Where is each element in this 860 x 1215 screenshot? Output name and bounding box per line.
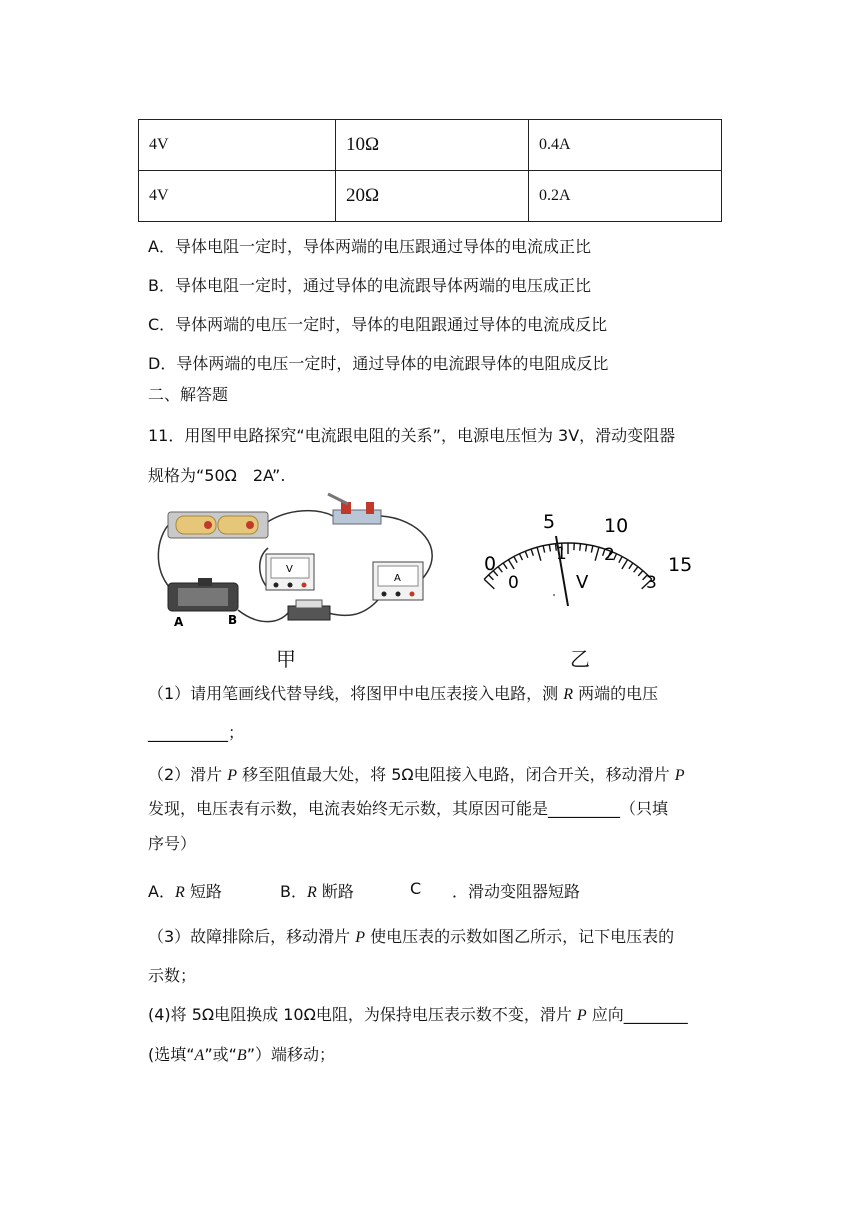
dial-tick (503, 563, 507, 569)
dial-tick (634, 567, 638, 573)
part3-line2: 示数； (148, 966, 197, 985)
part4-line2 (148, 1042, 335, 1065)
outer-scale-label: 10 (604, 515, 629, 537)
figure-caption-yi: 乙 (570, 647, 590, 671)
text: 移至阻值最大处，将 5Ω电阻接入电路，闭合开关，移动滑片 (237, 765, 675, 784)
inner-scale-label: 1 (556, 544, 567, 564)
dial-tick (595, 547, 599, 560)
outer-scale-label: 0 (484, 553, 497, 575)
variable-p: P (576, 1007, 587, 1024)
battery-icon (168, 512, 268, 538)
rheostat-icon (168, 578, 238, 629)
dial-tick (638, 571, 643, 576)
table-cell: 4V (139, 171, 336, 222)
table-cell: 20Ω (336, 171, 529, 222)
circuit-figure (148, 488, 468, 638)
part1-line2: __________； (148, 723, 245, 742)
variable-r: R (174, 884, 185, 901)
part1-line1 (148, 681, 658, 704)
text: 断路 (316, 882, 354, 901)
figure-caption-jia: 甲 (276, 647, 296, 671)
choice-b (280, 879, 354, 902)
unit-label: V (576, 572, 589, 593)
wire (328, 600, 378, 615)
q11-intro-line2: 规格为“50Ω 2A”. (148, 466, 286, 485)
wire (266, 511, 333, 523)
option-a: A．导体电阻一定时，导体两端的电压跟通过导体的电流成正比 (148, 237, 591, 256)
dial-tick (508, 560, 514, 569)
rheostat-label-b: B (228, 613, 238, 627)
text: (4)将 5Ω电阻换成 10Ω电阻，为保持电压表示数不变，滑片 (148, 1005, 577, 1024)
text: （3）故障排除后，移动滑片 (148, 927, 356, 946)
choice-c-label: C (410, 879, 422, 898)
table-cell: 0.2A (529, 171, 722, 222)
part4-line1 (148, 1002, 688, 1025)
table-cell: 0.4A (529, 120, 722, 171)
dial-tick (531, 549, 533, 556)
switch-icon (328, 494, 381, 524)
inner-scale-label: 0 (508, 573, 519, 593)
text: 使电压表的示数如图乙所示，记下电压表的 (365, 927, 675, 946)
outer-scale-label: 5 (543, 511, 556, 533)
dial-tick (591, 546, 593, 553)
text: （1）请用笔画线代替导线，将图甲中电压表接入电路，测 (148, 684, 564, 703)
option-d: D．导体两端的电压一定时，通过导体的电流跟导体的电阻成反比 (148, 354, 609, 373)
part2-line3: 序号） (148, 834, 197, 853)
dial-tick (549, 545, 550, 552)
ammeter-device-label: A (394, 573, 401, 584)
dial-tick (543, 546, 545, 553)
data-table (138, 119, 722, 222)
text: (选填“ (148, 1045, 195, 1064)
dial-tick (514, 557, 517, 563)
q11-intro-line1: 11．用图甲电路探究“电流跟电阻的关系”，电源电压恒为 3V，滑动变阻器 (148, 426, 676, 445)
dial-tick (586, 545, 587, 552)
text: ”或“ (204, 1045, 237, 1064)
rheostat-label-a: A (174, 615, 184, 629)
dial-tick (629, 563, 633, 569)
table-row (139, 171, 722, 222)
choice-a (148, 879, 222, 902)
text: B． (280, 882, 307, 901)
section-title: 二、解答题 (148, 385, 229, 404)
text: 短路 (184, 882, 222, 901)
inner-scale-label: 3 (646, 573, 657, 593)
text: 应向________ (586, 1005, 688, 1024)
dial-tick (519, 554, 522, 560)
variable-p: P (674, 767, 685, 784)
variable-p: P (355, 929, 366, 946)
dial-tick (484, 579, 494, 589)
wire (238, 610, 288, 622)
dial-tick (525, 551, 528, 557)
dial-tick (537, 547, 541, 560)
ammeter-device-icon (373, 562, 423, 600)
variable-b: B (236, 1047, 247, 1064)
text: 两端的电压 (573, 684, 659, 703)
table-cell: 4V (139, 120, 336, 171)
variable-r: R (306, 884, 317, 901)
table-cell: 10Ω (336, 120, 529, 171)
voltmeter-device-icon (266, 554, 314, 590)
dial-tick (489, 575, 494, 580)
dial-tick (580, 544, 581, 551)
table-row (139, 120, 722, 171)
text: A． (148, 882, 175, 901)
resistor-icon (288, 600, 330, 620)
variable-p: P (227, 767, 238, 784)
voltmeter-dial-figure (478, 508, 698, 608)
part2-line2: 发现，电压表有示数，电流表始终无示数，其原因可能是_________（只填 (148, 799, 669, 818)
option-b: B．导体电阻一定时，通过导体的电流跟导体两端的电压成正比 (148, 276, 591, 295)
variable-r: R (563, 686, 574, 703)
choice-c-text: ．滑动变阻器短路 (452, 882, 581, 901)
outer-scale-label: 15 (668, 554, 693, 576)
part3-line1 (148, 924, 674, 947)
option-c: C．导体两端的电压一定时，导体的电阻跟通过导体的电流成反比 (148, 315, 608, 334)
part2-line1 (148, 762, 685, 785)
dial-tick (619, 557, 622, 563)
dial-tick (622, 560, 628, 569)
dial-tick (498, 567, 502, 573)
voltmeter-device-label: V (286, 564, 293, 575)
variable-a: A (194, 1047, 205, 1064)
text: ”）端移动； (246, 1045, 335, 1064)
text: （2）滑片 (148, 765, 228, 784)
inner-scale-label: 2 (604, 545, 615, 565)
